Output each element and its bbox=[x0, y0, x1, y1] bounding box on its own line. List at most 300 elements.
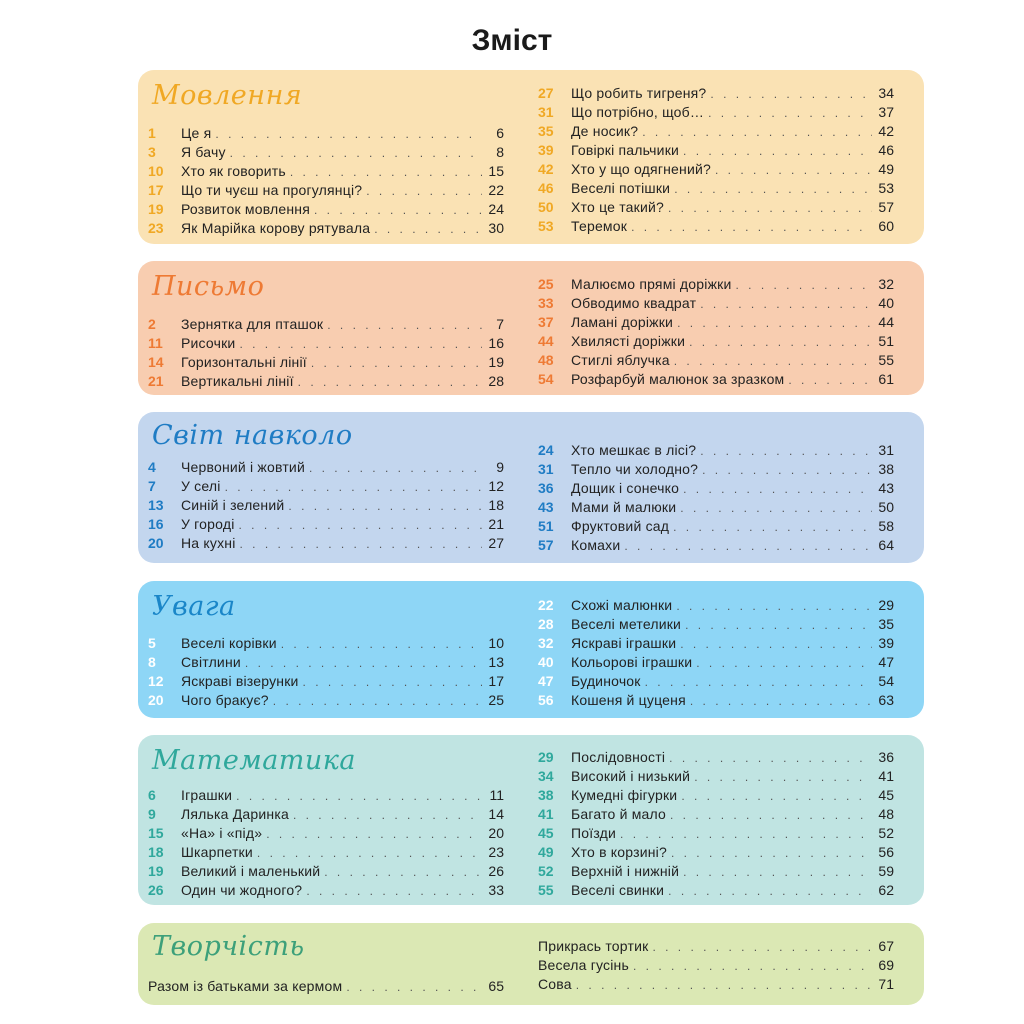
toc-entry[interactable] bbox=[148, 672, 504, 691]
lesson-number: 28 bbox=[538, 616, 554, 632]
lesson-title: На кухні bbox=[181, 535, 236, 551]
dot-leader bbox=[225, 478, 482, 497]
lesson-title: Лялька Даринка bbox=[181, 806, 289, 822]
dot-leader bbox=[700, 442, 872, 461]
toc-column-right bbox=[538, 275, 894, 389]
dot-leader bbox=[230, 144, 482, 163]
page-number: 26 bbox=[488, 863, 504, 879]
lesson-title: Хто в корзині? bbox=[571, 844, 667, 860]
dot-leader bbox=[676, 597, 872, 616]
dot-leader bbox=[683, 480, 872, 499]
lesson-number: 47 bbox=[538, 673, 554, 689]
lesson-number: 25 bbox=[538, 276, 554, 292]
page-number: 34 bbox=[878, 85, 894, 101]
dot-leader bbox=[681, 787, 872, 806]
lesson-title: У селі bbox=[181, 478, 221, 494]
dot-leader bbox=[239, 335, 482, 354]
page-number: 53 bbox=[878, 180, 894, 196]
dot-leader bbox=[645, 673, 872, 692]
dot-leader bbox=[576, 976, 872, 995]
toc-entry[interactable] bbox=[148, 181, 504, 200]
lesson-number: 8 bbox=[148, 654, 156, 670]
lesson-title: Розфарбуй малюнок за зразком bbox=[571, 371, 785, 387]
toc-entry[interactable] bbox=[538, 956, 894, 975]
page-number: 35 bbox=[878, 616, 894, 632]
toc-entry[interactable] bbox=[148, 786, 504, 805]
page-number: 30 bbox=[488, 220, 504, 236]
toc-column-left bbox=[148, 786, 504, 900]
lesson-number: 46 bbox=[538, 180, 554, 196]
toc-entry[interactable] bbox=[148, 653, 504, 672]
lesson-title: Рисочки bbox=[181, 335, 236, 351]
lesson-number: 55 bbox=[538, 882, 554, 898]
dot-leader bbox=[620, 825, 872, 844]
toc-entry[interactable] bbox=[538, 122, 894, 141]
lesson-number: 37 bbox=[538, 314, 554, 330]
toc-entry[interactable] bbox=[148, 634, 504, 653]
dot-leader bbox=[673, 518, 872, 537]
lesson-number: 24 bbox=[538, 442, 554, 458]
toc-entry[interactable] bbox=[148, 881, 504, 900]
toc-entry[interactable] bbox=[538, 691, 894, 710]
page-number: 12 bbox=[488, 478, 504, 494]
lesson-title: Схожі малюнки bbox=[571, 597, 673, 613]
page-number: 39 bbox=[878, 635, 894, 651]
lesson-title: Поїзди bbox=[571, 825, 617, 841]
dot-leader bbox=[668, 199, 872, 218]
lesson-number: 40 bbox=[538, 654, 554, 670]
page-number: 41 bbox=[878, 768, 894, 784]
toc-column-right bbox=[538, 937, 894, 994]
toc-entry[interactable] bbox=[538, 536, 894, 555]
dot-leader bbox=[306, 882, 482, 901]
section-tvorchist bbox=[138, 923, 924, 1005]
lesson-number: 6 bbox=[148, 787, 156, 803]
lesson-number: 19 bbox=[148, 201, 164, 217]
toc-entry[interactable] bbox=[148, 534, 504, 553]
lesson-number: 44 bbox=[538, 333, 554, 349]
lesson-title: Тепло чи холодно? bbox=[571, 461, 699, 477]
toc-entry[interactable] bbox=[148, 843, 504, 862]
dot-leader bbox=[694, 768, 872, 787]
page-number: 22 bbox=[488, 182, 504, 198]
dot-leader bbox=[683, 142, 872, 161]
toc-entry[interactable] bbox=[538, 217, 894, 236]
lesson-number: 5 bbox=[148, 635, 156, 651]
dot-leader bbox=[239, 516, 482, 535]
page-number: 19 bbox=[488, 354, 504, 370]
lesson-title: Будиночок bbox=[571, 673, 641, 689]
dot-leader bbox=[631, 218, 872, 237]
lesson-number: 10 bbox=[148, 163, 164, 179]
dot-leader bbox=[324, 863, 482, 882]
dot-leader bbox=[314, 201, 482, 220]
dot-leader bbox=[680, 499, 872, 518]
toc-entry[interactable] bbox=[538, 313, 894, 332]
page-number: 37 bbox=[878, 104, 894, 120]
toc-entry[interactable] bbox=[538, 370, 894, 389]
lesson-title: Теремок bbox=[571, 218, 628, 234]
lesson-number: 19 bbox=[148, 863, 164, 879]
toc-entry[interactable] bbox=[538, 275, 894, 294]
lesson-number: 35 bbox=[538, 123, 554, 139]
toc-entry[interactable] bbox=[538, 672, 894, 691]
dot-leader bbox=[669, 749, 872, 768]
page-number: 47 bbox=[878, 654, 894, 670]
dot-leader bbox=[668, 882, 872, 901]
dot-leader bbox=[245, 654, 482, 673]
section-movlennia bbox=[138, 70, 924, 244]
lesson-title: Де носик? bbox=[571, 123, 639, 139]
toc-entry[interactable] bbox=[148, 515, 504, 534]
dot-leader bbox=[374, 220, 482, 239]
page-number: 21 bbox=[488, 516, 504, 532]
lesson-number: 2 bbox=[148, 316, 156, 332]
toc-entry[interactable] bbox=[538, 460, 894, 479]
lesson-number: 31 bbox=[538, 461, 554, 477]
toc-entry[interactable] bbox=[538, 294, 894, 313]
dot-leader bbox=[677, 314, 872, 333]
lesson-number: 9 bbox=[148, 806, 156, 822]
toc-entry[interactable] bbox=[148, 805, 504, 824]
toc-entry[interactable] bbox=[148, 334, 504, 353]
toc-column-left bbox=[148, 458, 504, 553]
toc-column-right bbox=[538, 596, 894, 710]
dot-leader bbox=[327, 316, 482, 335]
lesson-number: 56 bbox=[538, 692, 554, 708]
page-number: 7 bbox=[496, 316, 504, 332]
lesson-title: Шкарпетки bbox=[181, 844, 253, 860]
dot-leader bbox=[736, 276, 873, 295]
lesson-number: 31 bbox=[538, 104, 554, 120]
lesson-title: Що робить тигреня? bbox=[571, 85, 707, 101]
lesson-title: Веселі потішки bbox=[571, 180, 671, 196]
toc-entry[interactable] bbox=[538, 748, 894, 767]
toc-entry[interactable] bbox=[538, 179, 894, 198]
toc-entry[interactable] bbox=[538, 141, 894, 160]
toc-column-left bbox=[148, 124, 504, 238]
lesson-number: 17 bbox=[148, 182, 164, 198]
toc-entry[interactable] bbox=[538, 634, 894, 653]
lesson-title: Хто мешкає в лісі? bbox=[571, 442, 697, 458]
lesson-number: 23 bbox=[148, 220, 164, 236]
lesson-number: 34 bbox=[538, 768, 554, 784]
page-number: 48 bbox=[878, 806, 894, 822]
lesson-title: Це я bbox=[181, 125, 212, 141]
lesson-number: 51 bbox=[538, 518, 554, 534]
toc-entry[interactable] bbox=[538, 596, 894, 615]
lesson-number: 22 bbox=[538, 597, 554, 613]
page-number: 27 bbox=[488, 535, 504, 551]
toc-entry[interactable] bbox=[148, 691, 504, 710]
lesson-title: Послідовності bbox=[571, 749, 666, 765]
lesson-title: Іграшки bbox=[181, 787, 233, 803]
dot-leader bbox=[257, 844, 482, 863]
dot-leader bbox=[281, 635, 482, 654]
page-number: 23 bbox=[488, 844, 504, 860]
toc-entry[interactable] bbox=[538, 975, 894, 994]
lesson-number: 11 bbox=[148, 335, 163, 351]
lesson-number: 27 bbox=[538, 85, 554, 101]
page-number: 61 bbox=[878, 371, 894, 387]
section-title: Увага bbox=[152, 591, 236, 622]
toc-entry[interactable] bbox=[148, 496, 504, 515]
dot-leader bbox=[266, 825, 482, 844]
page-number: 57 bbox=[878, 199, 894, 215]
dot-leader bbox=[642, 123, 872, 142]
lesson-title: Світлини bbox=[181, 654, 241, 670]
page-number: 31 bbox=[878, 442, 894, 458]
lesson-number: 4 bbox=[148, 459, 156, 475]
toc-column-left bbox=[148, 315, 504, 391]
page-number: 8 bbox=[496, 144, 504, 160]
toc-entry[interactable] bbox=[538, 479, 894, 498]
dot-leader bbox=[346, 978, 482, 997]
page-number: 52 bbox=[878, 825, 894, 841]
lesson-number: 26 bbox=[148, 882, 164, 898]
lesson-number: 32 bbox=[538, 635, 554, 651]
page-number: 67 bbox=[878, 938, 894, 954]
lesson-title: Я бачу bbox=[181, 144, 226, 160]
dot-leader bbox=[700, 295, 872, 314]
lesson-title: Зернятка для пташок bbox=[181, 316, 324, 332]
lesson-title: Розвиток мовлення bbox=[181, 201, 311, 217]
page-number: 11 bbox=[489, 787, 504, 803]
lesson-number: 43 bbox=[538, 499, 554, 515]
toc-entry[interactable] bbox=[538, 160, 894, 179]
toc-column-right bbox=[538, 748, 894, 900]
section-title: Творчість bbox=[152, 931, 305, 962]
dot-leader bbox=[685, 616, 872, 635]
lesson-title: Верхній і нижній bbox=[571, 863, 680, 879]
dot-leader bbox=[215, 125, 482, 144]
toc-entry[interactable] bbox=[538, 805, 894, 824]
lesson-title: Високий і низький bbox=[571, 768, 691, 784]
dot-leader bbox=[273, 692, 482, 711]
page-number: 16 bbox=[488, 335, 504, 351]
toc-entry[interactable] bbox=[148, 824, 504, 843]
lesson-title: Стиглі яблучка bbox=[571, 352, 670, 368]
page-number: 65 bbox=[488, 978, 504, 994]
lesson-title: Веселі корівки bbox=[181, 635, 277, 651]
page-number: 20 bbox=[488, 825, 504, 841]
dot-leader bbox=[708, 104, 872, 123]
lesson-number: 16 bbox=[148, 516, 164, 532]
lesson-title: Ламані доріжки bbox=[571, 314, 674, 330]
lesson-title: Горизонтальні лінії bbox=[181, 354, 307, 370]
lesson-title: Що потрібно, щоб… bbox=[571, 104, 705, 120]
lesson-number: 7 bbox=[148, 478, 156, 494]
section-title: Письмо bbox=[152, 271, 265, 302]
dot-leader bbox=[670, 806, 872, 825]
lesson-title: Кольорові іграшки bbox=[571, 654, 693, 670]
lesson-number: 48 bbox=[538, 352, 554, 368]
page-number: 29 bbox=[878, 597, 894, 613]
page-number: 64 bbox=[878, 537, 894, 553]
lesson-number: 49 bbox=[538, 844, 554, 860]
page-number: 28 bbox=[488, 373, 504, 389]
lesson-title: Малюємо прямі доріжки bbox=[571, 276, 732, 292]
toc-entry[interactable] bbox=[538, 786, 894, 805]
toc-entry[interactable] bbox=[538, 103, 894, 122]
page-number: 15 bbox=[488, 163, 504, 179]
page-number: 38 bbox=[878, 461, 894, 477]
page-number: 49 bbox=[878, 161, 894, 177]
dot-leader bbox=[710, 85, 872, 104]
section-title: Мовлення bbox=[152, 80, 303, 111]
toc-entry[interactable] bbox=[538, 441, 894, 460]
lesson-title: Хто як говорить bbox=[181, 163, 286, 179]
toc-entry[interactable] bbox=[538, 843, 894, 862]
toc-entry[interactable] bbox=[538, 517, 894, 536]
page-number: 13 bbox=[488, 654, 504, 670]
toc-entry[interactable] bbox=[538, 824, 894, 843]
toc-entry[interactable] bbox=[148, 124, 504, 143]
page-number: 58 bbox=[878, 518, 894, 534]
lesson-title: Прикрась тортик bbox=[538, 938, 649, 954]
dot-leader bbox=[298, 373, 482, 392]
page-number: 59 bbox=[878, 863, 894, 879]
toc-entry[interactable] bbox=[148, 372, 504, 391]
toc-entry[interactable] bbox=[148, 458, 504, 477]
lesson-title: Хто у що одягнений? bbox=[571, 161, 712, 177]
dot-leader bbox=[290, 163, 482, 182]
toc-entry[interactable] bbox=[538, 937, 894, 956]
lesson-title: Мами й малюки bbox=[571, 499, 677, 515]
lesson-number: 14 bbox=[148, 354, 164, 370]
lesson-title: Кумедні фігурки bbox=[571, 787, 678, 803]
toc-entry[interactable] bbox=[538, 332, 894, 351]
lesson-title: Обводимо квадрат bbox=[571, 295, 697, 311]
lesson-number: 45 bbox=[538, 825, 554, 841]
page-number: 24 bbox=[488, 201, 504, 217]
page-number: 6 bbox=[496, 125, 504, 141]
lesson-title: Яскраві візерунки bbox=[181, 673, 299, 689]
dot-leader bbox=[293, 806, 482, 825]
page-number: 10 bbox=[488, 635, 504, 651]
toc-entry[interactable] bbox=[148, 200, 504, 219]
dot-leader bbox=[674, 180, 872, 199]
toc-entry[interactable] bbox=[148, 315, 504, 334]
lesson-number: 53 bbox=[538, 218, 554, 234]
lesson-number: 20 bbox=[148, 692, 164, 708]
lesson-title: Великий і маленький bbox=[181, 863, 321, 879]
toc-entry[interactable] bbox=[538, 767, 894, 786]
toc-entry[interactable] bbox=[538, 498, 894, 517]
lesson-number: 52 bbox=[538, 863, 554, 879]
toc-column-right bbox=[538, 84, 894, 236]
page-number: 63 bbox=[878, 692, 894, 708]
lesson-title: Разом із батьками за кермом bbox=[148, 978, 343, 994]
lesson-title: Веселі метелики bbox=[571, 616, 682, 632]
lesson-number: 54 bbox=[538, 371, 554, 387]
dot-leader bbox=[288, 497, 482, 516]
dot-leader bbox=[652, 938, 872, 957]
lesson-title: Комахи bbox=[571, 537, 621, 553]
page-number: 40 bbox=[878, 295, 894, 311]
dot-leader bbox=[715, 161, 872, 180]
toc-entry[interactable] bbox=[148, 977, 504, 996]
toc-entry[interactable] bbox=[538, 862, 894, 881]
toc-entry[interactable] bbox=[538, 881, 894, 900]
section-matematyka bbox=[138, 735, 924, 905]
page-number: 9 bbox=[496, 459, 504, 475]
toc-entry[interactable] bbox=[538, 198, 894, 217]
toc-entry[interactable] bbox=[538, 84, 894, 103]
toc-entry[interactable] bbox=[538, 653, 894, 672]
toc-entry[interactable] bbox=[148, 162, 504, 181]
page-number: 44 bbox=[878, 314, 894, 330]
lesson-title: Чого бракує? bbox=[181, 692, 269, 708]
lesson-number: 13 bbox=[148, 497, 164, 513]
page-number: 14 bbox=[488, 806, 504, 822]
lesson-title: Кошеня й цуценя bbox=[571, 692, 686, 708]
lesson-title: Веселі свинки bbox=[571, 882, 665, 898]
page-number: 18 bbox=[488, 497, 504, 513]
page-number: 32 bbox=[878, 276, 894, 292]
lesson-title: Що ти чуєш на прогулянці? bbox=[181, 182, 363, 198]
section-svit bbox=[138, 412, 924, 563]
section-pysmo bbox=[138, 261, 924, 395]
lesson-title: Дощик і сонечко bbox=[571, 480, 680, 496]
page-title: Зміст bbox=[471, 24, 553, 57]
page-number: 45 bbox=[878, 787, 894, 803]
lesson-title: Яскраві іграшки bbox=[571, 635, 677, 651]
lesson-number: 20 bbox=[148, 535, 164, 551]
dot-leader bbox=[671, 844, 872, 863]
page-number: 43 bbox=[878, 480, 894, 496]
toc-entry[interactable] bbox=[538, 615, 894, 634]
toc-entry[interactable] bbox=[148, 219, 504, 238]
page-number: 33 bbox=[488, 882, 504, 898]
page-number: 55 bbox=[878, 352, 894, 368]
lesson-title: Один чи жодного? bbox=[181, 882, 303, 898]
toc-entry[interactable] bbox=[148, 143, 504, 162]
dot-leader bbox=[240, 535, 482, 554]
lesson-number: 38 bbox=[538, 787, 554, 803]
lesson-number: 50 bbox=[538, 199, 554, 215]
page-number: 36 bbox=[878, 749, 894, 765]
dot-leader bbox=[303, 673, 482, 692]
lesson-title: Як Марійка корову рятувала bbox=[181, 220, 371, 236]
toc-column-left bbox=[148, 634, 504, 710]
section-title: Світ навколо bbox=[152, 420, 353, 451]
page-number: 25 bbox=[488, 692, 504, 708]
lesson-number: 12 bbox=[148, 673, 164, 689]
lesson-number: 18 bbox=[148, 844, 164, 860]
page-number: 54 bbox=[878, 673, 894, 689]
lesson-number: 42 bbox=[538, 161, 554, 177]
toc-entry[interactable] bbox=[148, 862, 504, 881]
dot-leader bbox=[788, 371, 872, 390]
toc-entry[interactable] bbox=[148, 353, 504, 372]
lesson-number: 57 bbox=[538, 537, 554, 553]
lesson-number: 15 bbox=[148, 825, 164, 841]
toc-entry[interactable] bbox=[148, 477, 504, 496]
lesson-title: Фруктовий сад bbox=[571, 518, 670, 534]
toc-entry[interactable] bbox=[538, 351, 894, 370]
lesson-number: 29 bbox=[538, 749, 554, 765]
page-number: 51 bbox=[878, 333, 894, 349]
lesson-number: 36 bbox=[538, 480, 554, 496]
section-title: Математика bbox=[152, 745, 357, 776]
lesson-title: Весела гусінь bbox=[538, 957, 629, 973]
dot-leader bbox=[366, 182, 482, 201]
lesson-number: 41 bbox=[538, 806, 554, 822]
dot-leader bbox=[674, 352, 872, 371]
dot-leader bbox=[689, 333, 872, 352]
page-number: 17 bbox=[488, 673, 504, 689]
